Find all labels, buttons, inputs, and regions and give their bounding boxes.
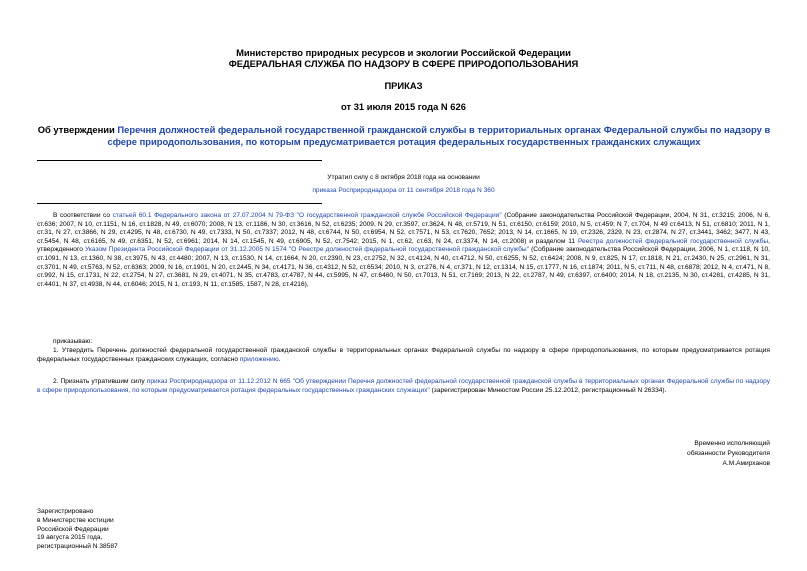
signature-line-1: Временно исполняющий [694,440,770,447]
registration-line-1: Зарегистрировано [37,508,94,515]
title-prefix: Об утверждении [37,124,118,135]
preamble-text-2: (Собрание законодательства Российской Федерации, 2004, N 31, ст.3215; 2006, N 6, ст.636; 2007, N 10, ст.1151, N 16, ст.1828, N 49, ст.6070; 2008, N 13, ст.1186, N 30, ст.3616, N 52, ст.6235; 2009, N 29, ст.3597, ст.3624, N 48, ст.5719, N 51, ст.6150, ст.6159; 2010, N 5, ст.459; N 7, ст.704, N 49 ст.6413, N 51, ст.6810; 2011, N 1, ст.31, N 27, ст.3866, N 29, ст.4295, N 48, ст.6730, N 49, ст.7333, N 50, ст.7337; 2012, N 48, ст.6744, N 50, ст.6954, N 52, ст.7571, N 53, ст.7620, 7652; 2013, N 14, ст.1665, N 19, ст.2326, 2329, N 23, ст.2874, N 27, ст.3441, 3462; 3477, N 43, ст.5454, N 48, ст.6165, N 49, ст.6351, N 52, ст.6961; 2014, N 14, ст.1545, N 49, ст.6905, N 52, ст.7542; 2015, N 1, ст.62, ст.63, N 24, ст.3374, N 14, ст.2008) и разделом 11 [37,212,770,245]
signature-block [640,439,770,469]
divider-bottom [37,203,322,204]
order-word: приказываю: [53,338,93,345]
preamble-text-4: (Собрание законодательства Российской Федерации, 2006, N 1, ст.118, N 10, ст.1091, N 13, ст.1360, N 38, ст.3975, N 43, ст.4480; 2007, N 13, ст.1530, N 14, ст.1664, N 20, ст.2390, N 23, ст.2752, N 32, ст.4124, N 40, ст.4712, N 50, ст.6255, N 52, ст.6424; 2008, N 9, ст.825, N 17, ст.1818, N 21, ст.2430, N 25, ст.2961, N 31, ст.3701, N 49, ст.5763, N 52, ст.6363; 2009, N 16, ст.1901, N 20, ст.2445, N 34, ст.4171, N 36, ст.4312, N 52, ст.6534; 2010, N 3, ст.276, N 4, ст.371, N 12, ст.1314, N 15, ст.1777, N 16, ст.1874; 2011, N 5, ст.711, N 48, ст.6878; 2012, N 4, ст.471, N 8, ст.992, N 15, ст.1731, N 22, ст.2754, N 27, ст.3681, N 29, ст.4071, N 35, ст.4783, ст.4787, N 44, ст.5995, N 47, ст.6460, N 50, ст.7013, N 51, ст.7169; 2013, N 22, ст.2787, N 49, ст.6397, ст.6400; 2014, N 18, ст.2135, N 30, ст.4281, ст.4285, N 31, ст.4401, N 37, ст.4938, N 44, ст.6046; 2015, N 1, ст.193, N 11, ст.1585, 1587, N 28, ст.4216), [37,246,770,288]
title-link[interactable]: Перечня должностей федеральной государственной гражданской службы в территориальных органах Федеральной службы по надзору в сфере природопользования, по которым предусматривается ротация федеральных государственных гражданских служащих [107,124,771,147]
document-date-number: от 31 июля 2015 года N 626 [341,101,466,112]
item-1 [37,347,770,364]
registration-line-5: регистрационный N 38587 [37,543,118,551]
document-type: ПРИКАЗ [384,80,423,91]
decree-link[interactable]: Указом Президента Российской Федерации от 31.12.2005 N 1574 "О Реестре должностей федеральной государственной гражданской службы" [85,246,529,254]
item-2-text: 2. Признать утратившим силу [53,378,147,385]
status-note [0,174,807,195]
repealed-order-link[interactable]: приказ Росприроднадзора от 11.12.2012 N 665 "Об утверждении Перечня должностей федеральной государственной гражданской службы в территориальных органах Федеральной службы по надзору в сфере природопользования, по которым предусматривается ротация федеральных государственных гражданских служащих" [37,378,771,394]
signature-name: А.М.Амирханов [722,460,770,467]
registration-block [37,508,217,552]
registration-line-2: в Министерстве юстиции [37,516,114,524]
service-name: ФЕДЕРАЛЬНАЯ СЛУЖБА ПО НАДЗОРУ В СФЕРЕ ПРИРОДОПОЛЬЗОВАНИЯ [228,58,579,69]
registration-line-4: 19 августа 2015 года, [37,534,103,542]
appendix-link[interactable]: приложению [239,355,279,363]
preamble-text-1: В соответствии со [53,212,113,219]
registry-link[interactable]: Реестра должностей федеральной государственной службы [577,237,769,245]
signature-line-2: обязанности Руководителя [687,450,770,457]
preamble-text-3: , утвержденного [37,237,770,254]
preamble [37,212,770,289]
item-1-text: 1. Утвердить Перечень должностей федеральной государственной гражданской службы в территориальных органах Федеральной службы по надзору в сфере природопользования, по которым предусматривается ротация федеральных государственных гражданских служащих, согласно [37,347,770,363]
divider-top [37,160,322,161]
registration-line-3: Российской Федерации [37,525,109,533]
document-title [28,124,780,148]
item-2-end: (зарегистрирован Минюстом России 25.12.2012, регистрационный N 26334). [429,386,667,394]
item-1-end: . [278,355,281,363]
status-line: Утратил силу с 8 октября 2018 года на основании [327,174,480,181]
law-link[interactable]: статьей 60.1 Федерального закона от 27.07.2004 N 79-ФЗ "О государственной гражданской службе Российской Федерации" [112,212,502,219]
ministry-name: Министерство природных ресурсов и экологии Российской Федерации [236,47,571,58]
status-link[interactable]: приказа Росприроднадзора от 11 сентября 2018 года N 360 [312,186,495,194]
item-2 [37,378,770,395]
